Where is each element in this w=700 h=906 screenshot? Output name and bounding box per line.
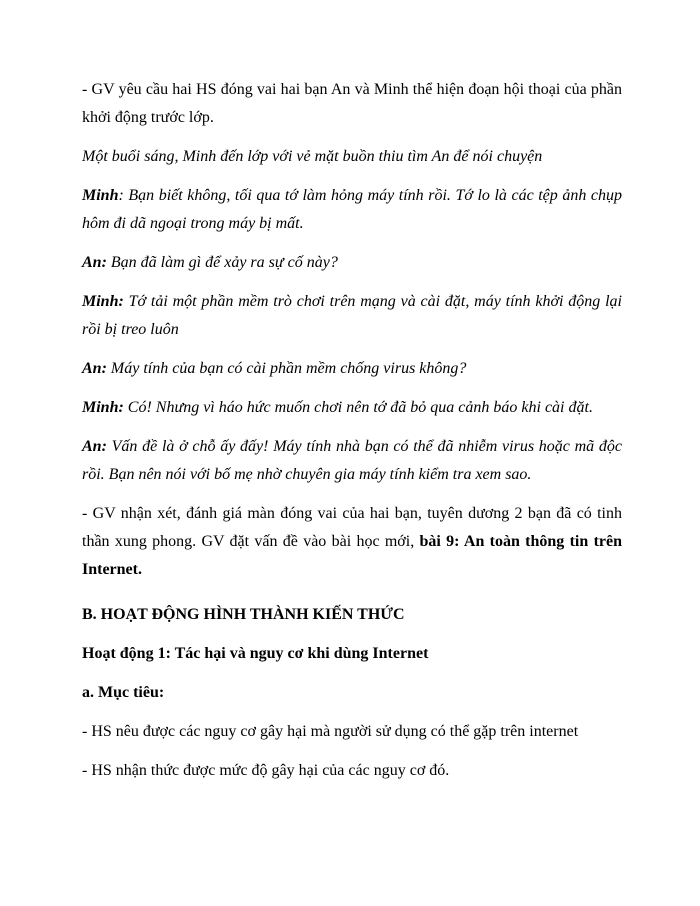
speaker-name: Minh:: [82, 399, 124, 416]
dialogue-line-4: [82, 355, 622, 383]
speaker-name: An:: [82, 254, 107, 271]
scene-description: Một buổi sáng, Minh đến lớp với vẻ mặt buồn thiu tìm An để nói chuyện: [82, 148, 543, 165]
activity-heading: Hoạt động 1: Tác hại và nguy cơ khi dùng Internet: [82, 645, 429, 662]
dialogue-text: Máy tính của bạn có cài phần mềm chống virus không?: [106, 360, 467, 377]
lesson-title: bài 9: An toàn thông tin trên Internet.: [82, 533, 623, 578]
intro-paragraph: - GV yêu cầu hai HS đóng vai hai bạn An và Minh thể hiện đoạn hội thoại của phần khởi động trước lớp.: [82, 81, 622, 126]
speaker-name: An:: [82, 360, 107, 377]
dialogue-text: Tớ tải một phần mềm trò chơi trên mạng và cài đặt, máy tính khởi động lại rồi bị treo luôn: [82, 293, 622, 338]
dialogue-line-6: [82, 433, 622, 489]
objective-heading: a. Mục tiêu:: [82, 684, 165, 701]
dialogue-text: Vấn đề là ở chỗ ấy đấy! Máy tính nhà bạn có thể đã nhiễm virus hoặc mã độc rồi. Bạn nên nói với bố mẹ nhờ chuyên gia máy tính kiểm tra xem sao.: [82, 438, 622, 483]
dialogue-line-3: [82, 288, 622, 344]
dialogue-line-2: [82, 249, 622, 277]
section-heading: B. HOẠT ĐỘNG HÌNH THÀNH KIẾN THỨC: [82, 606, 405, 623]
dialogue-text: Có! Nhưng vì háo hức muốn chơi nên tớ đã bỏ qua cảnh báo khi cài đặt.: [123, 399, 593, 416]
teacher-comment-paragraph: [82, 500, 622, 584]
dialogue-text: Bạn đã làm gì để xảy ra sự cố này?: [106, 254, 338, 271]
document-page: [82, 76, 622, 785]
dialogue-line-1: [82, 182, 622, 238]
dialogue-line-5: [82, 394, 622, 422]
objective-item: - HS nêu được các nguy cơ gây hại mà người sử dụng có thể gặp trên internet: [82, 723, 579, 740]
speaker-name: Minh:: [82, 293, 124, 310]
speaker-name: Minh: [82, 187, 119, 204]
objective-item: - HS nhận thức được mức độ gây hại của các nguy cơ đó.: [82, 762, 450, 779]
speaker-name: An:: [82, 438, 107, 455]
comment-text: - GV nhận xét, đánh giá màn đóng vai của hai bạn, tuyên dương 2 bạn đã có tinh thần xung phong. GV đặt vấn đề vào bài học mới,: [82, 505, 622, 550]
dialogue-text: : Bạn biết không, tối qua tớ làm hỏng máy tính rồi. Tớ lo là các tệp ảnh chụp hôm đi dã ngoại trong máy bị mất.: [82, 187, 622, 232]
